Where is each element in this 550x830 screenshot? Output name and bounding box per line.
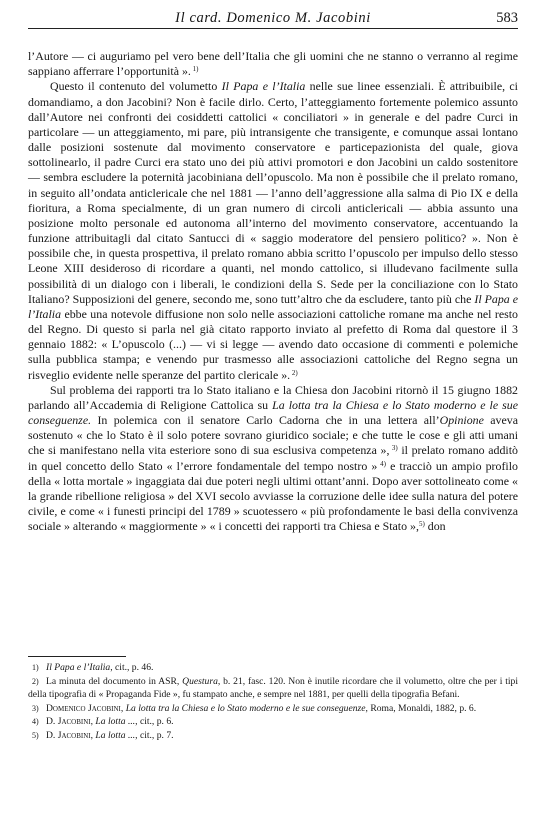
footnote: [28, 702, 518, 716]
page-header: [28, 10, 518, 29]
text-segment: , Roma, Monaldi, 1882, p. 6.: [365, 702, 477, 714]
text-segment: , cit., p. 46.: [110, 662, 154, 673]
text-segment: ,: [120, 702, 126, 714]
text-segment: La minuta del documento in ASR,: [46, 675, 183, 687]
text-segment: In polemica con il senatore Carlo Cadorna che in una lettera all’: [91, 413, 440, 428]
text-segment: , cit., p. 7.: [135, 729, 174, 741]
text-segment: , cit., p. 6.: [135, 716, 174, 728]
text-segment: ,: [90, 716, 96, 728]
italic-text: Opinione: [439, 413, 484, 428]
italic-text: Il Papa e l’Italia: [221, 79, 306, 94]
footnote-reference: 1): [190, 65, 199, 74]
text-segment: Sul problema dei rapporti tra lo Stato italiano e la Chiesa don Jacobini ritornò il 15 giugno 1882 parlando all’Accademia di Religione Cattolica su: [28, 382, 518, 412]
italic-text: Il Papa e l’Italia: [46, 662, 111, 673]
italic-text: Questura: [182, 675, 218, 687]
footnote: [28, 715, 518, 729]
italic-text: La lotta tra la Chiesa e lo Stato moderno e le sue conseguenze.: [28, 397, 518, 428]
footnote: [28, 661, 518, 675]
text-segment: Questo il contenuto del volumetto: [50, 79, 222, 94]
text-segment: e tracciò un ampio profilo della « lotta mortale » ingaggiata dai due poteri negli ultimi ottant’anni. Dopo aver sottolineato come « la grande ribellione religiosa » del XVI secolo avviasse la corruzione delle idee sulla natura del potere civile, e come « i funesti principi del 1789 » scuotessero « più profondamente le basi della convivenza sociale » alterando « maggiormente » « i concetti dei rapporti tra Chiesa e Stato »,: [28, 458, 518, 534]
footnote-number: 1): [32, 663, 39, 672]
footnote-number: 4): [32, 717, 39, 727]
text-segment: nelle sue linee essenziali. È attribuibile, ci domandiamo, a don Jacobini? Non è facile dirlo. Certo, l’atteggiamento fortemente polemico assunto dall’Autore nei confronti dei cosiddetti cattolici « conciliatori » in generale e del padre Curci in particolare — un atteggiamento, mi pare, più intransigente che transigente, e comunque assai lontano dalle posizioni sostenute dal movimento conservatore e particepazionista del quale, giova sottolinearlo, il padre Curci era stato uno dei più attivi promotori e don Jacobini un caldo sostenitore — sembra escludere la poternità jacobiniana dell’opuscolo. Ma non è possibile che il prelato romano, in seguito all’ondata anticlericale che nel 1881 — l’anno dell’aggressione alla salma di Pio IX e della fioritura, a Roma specialmente, di un gran numero di circoli anticlericali — abbia assunto una posizione molto personale ed autonoma all’interno del movimento conservatore, accentuando la funzione attribuitagli dal citato Santucci di « saggio moderatore del pensiero politico? ». Non è possibile che, in questa prospettiva, il prelato romano abbia scritto l’opuscolo per impulso dello stesso Leone XIII desideroso di ricordare a quanti, nel mondo cattolico, si illudevano facilmente sulla possibilità di un dialogo con i liberali, le condizioni della S. Sede per la conciliazione con lo Stato Italiano? Supposizioni del genere, secondo me, sono tutt’altro che da escludere, tanto più che: [28, 79, 518, 306]
body-text: [28, 49, 518, 535]
author-name: D. Jacobini: [46, 716, 91, 728]
footnote-reference: 2): [290, 368, 298, 377]
text-segment: , b. 21, fasc. 120. Non è inutile ricordare che il volumetto, oltre che per i tipi della tipografia di « Propaganda Fide », fu stampato anche, e sempre nel 1881, per quelli della tipografia Befani.: [28, 675, 518, 701]
text-segment: ebbe una notevole diffusione non solo nelle associazioni cattoliche romane ma anche nel resto del Regno. Di questo si parla nel già citato rapporto inviato al prefetto di Roma dal questore il 3 gennaio 1882: « L’opuscolo (...) — vi si legge — avendo dato occasione di commenti e polemiche sulla pubblica stampa; e venendo pur trasmesso alle associazioni cattoliche del Regno segna un risveglio evidente nelle speranze del partito clericale ».: [28, 306, 518, 382]
page-number: 583: [496, 10, 518, 26]
italic-text: La lotta ...: [95, 729, 136, 741]
footnote-reference: 3): [389, 444, 398, 453]
footnote: [28, 675, 518, 702]
text-segment: don: [424, 519, 446, 534]
footnote-number: 3): [32, 703, 39, 713]
italic-text: La lotta ...: [95, 716, 136, 728]
text-segment: l’Autore — ci auguriamo pel vero bene dell’Italia che gli uomini che ne stanno o verranno al regime sappiano afferrare l’opportunità ».: [28, 49, 518, 79]
footnotes: [28, 661, 518, 743]
footnote-number: 5): [32, 730, 39, 740]
author-name: Domenico Jacobini: [46, 702, 121, 714]
italic-text: La lotta tra la Chiesa e lo Stato moderno e le sue conseguenze: [125, 702, 366, 714]
footnote-reference: 5): [418, 520, 425, 529]
text-segment: il prelato romano additò in quel concetto dello Stato « l’errore fondamentale del tempo nostro »: [28, 443, 518, 473]
footnote-reference: 4): [377, 459, 386, 468]
footnote-number: 2): [32, 676, 39, 686]
text-segment: ,: [90, 729, 96, 741]
footnote-separator: [28, 656, 126, 657]
paragraph: [28, 383, 518, 535]
author-name: D. Jacobini: [46, 729, 91, 741]
footnote: [28, 729, 518, 743]
text-segment: aveva sostenuto « che lo Stato è il solo potere sovrano giuridico sociale; e che tutte le cose e gli atti umani che si manifestano nella vita esteriore sono di sua esclusiva competenza »,: [28, 413, 518, 458]
running-title: Il card. Domenico M. Jacobini: [175, 10, 371, 26]
italic-text: Il Papa e l’Italia: [28, 291, 518, 321]
paragraph: [28, 79, 518, 382]
paragraph: [28, 49, 518, 79]
